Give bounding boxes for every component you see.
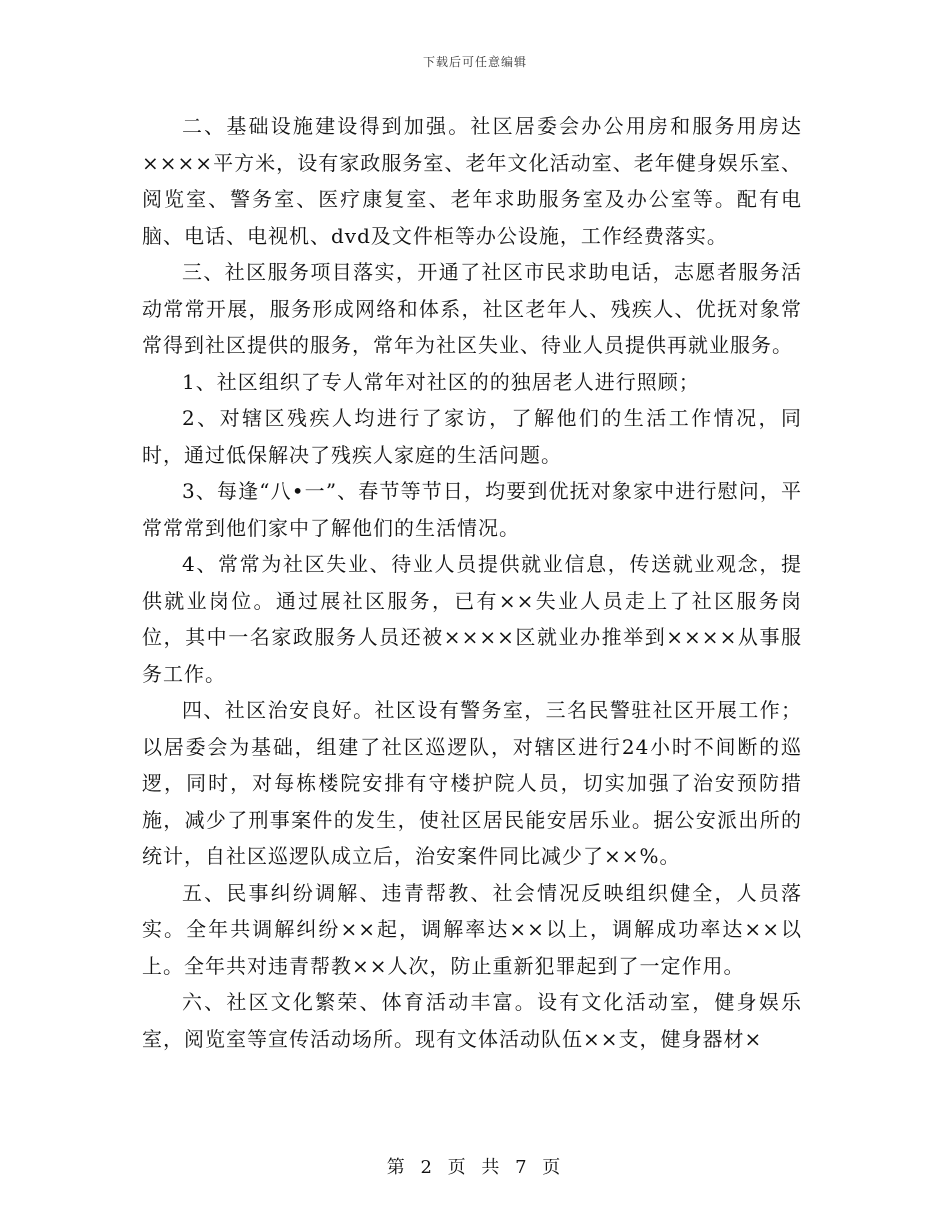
header-note: 下载后可任意编辑 bbox=[422, 55, 527, 69]
paragraph-public-security: 四、社区治安良好。社区设有警务室，三名民警驻社区开展工作；以居委会为基础，组建了社区巡逻队，对辖区进行24小时不间断的巡逻，同时，对每栋楼院安排有守楼护院人员，切实加强了治安预防措施，减少了刑事案件的发生，使社区居民能安居乐业。据公安派出所的统计，自社区巡逻队成立后，治安案件同比减少了××%。 bbox=[142, 698, 802, 868]
paragraph-culture-sports: 六、社区文化繁荣、体育活动丰富。设有文化活动室，健身娱乐室，阅览室等宣传活动场所。现有文体活动队伍××支，健身器材× bbox=[142, 990, 802, 1051]
paragraph-item-2: 2、对辖区残疾人均进行了家访，了解他们的生活工作情况，同时，通过低保解决了残疾人家庭的生活问题。 bbox=[142, 406, 802, 467]
paragraph-item-1: 1、社区组织了专人常年对社区的的独居老人进行照顾； bbox=[182, 369, 700, 394]
paragraph-dispute-mediation: 五、民事纠纷调解、违青帮教、社会情况反映组织健全，人员落实。全年共调解纠纷××起，调解率达××以上，调解成功率达××以上。全年共对违青帮教××人次，防止重新犯罪起到了一定作用。 bbox=[142, 880, 802, 978]
paragraph-item-4: 4、常常为社区失业、待业人员提供就业信息，传送就业观念，提供就业岗位。通过展社区服务，已有××失业人员走上了社区服务岗位，其中一名家政服务人员还被××××区就业办推举到××××从事服务工作。 bbox=[142, 552, 802, 686]
page-number: 第 2 页 共 7 页 bbox=[386, 1157, 564, 1178]
document-body bbox=[142, 108, 802, 1057]
paragraph-item-3: 3、每逢“八•一”、春节等节日，均要到优抚对象家中进行慰问，平常常常到他们家中了解他们的生活情况。 bbox=[142, 479, 802, 540]
paragraph-infrastructure: 二、基础设施建设得到加强。社区居委会办公用房和服务用房达××××平方米，设有家政服务室、老年文化活动室、老年健身娱乐室、阅览室、警务室、医疗康复室、老年求助服务室及办公室等。配有电脑、电话、电视机、dvd及文件柜等办公设施，工作经费落实。 bbox=[142, 114, 802, 248]
paragraph-community-service: 三、社区服务项目落实，开通了社区市民求助电话，志愿者服务活动常常开展，服务形成网络和体系，社区老年人、残疾人、优抚对象常常得到社区提供的服务，常年为社区失业、待业人员提供再就业服务。 bbox=[142, 260, 802, 357]
